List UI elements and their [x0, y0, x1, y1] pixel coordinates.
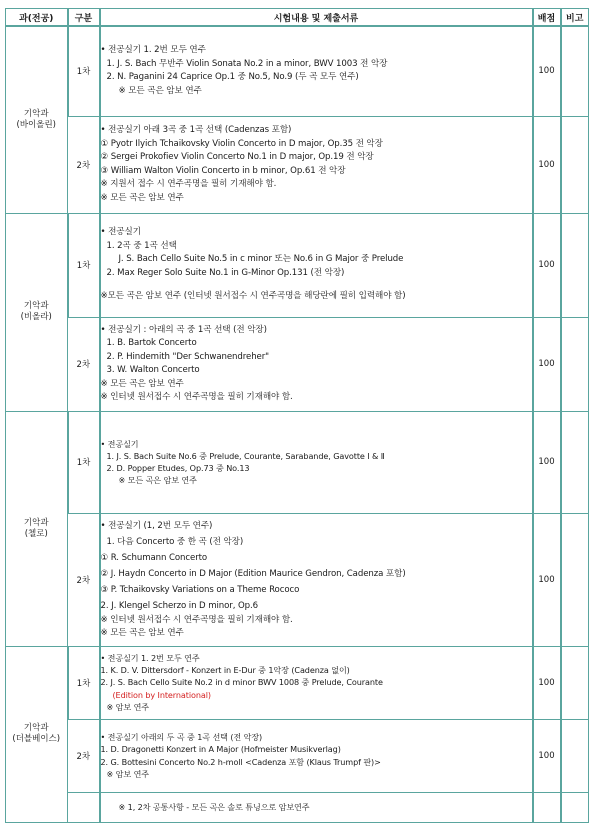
- content-line: • 전공실기 : 아래의 곡 중 1곡 선택 (전 악장): [100, 324, 267, 335]
- content-line: • 전공실기 1. 2번 모두 연주: [100, 45, 206, 56]
- major-label: 기악과 (첼로): [23, 517, 49, 539]
- content-line: 1. D. Dragonetti Konzert in A Major (Hofmeister Musikverlag): [100, 744, 341, 755]
- content-line: • 전공실기 (1, 2번 모두 연주): [100, 520, 213, 531]
- content-line: ※ 1, 2차 공통사항 - 모든 곡은 솔로 튜닝으로 암보연주: [118, 801, 310, 812]
- content-line: ③ William Walton Violin Concerto in b minor, Op.61 전 악장: [100, 165, 346, 176]
- header-round: 구분: [68, 9, 100, 27]
- major-cell-viola: [6, 213, 68, 411]
- content-line: ① R. Schumann Concerto: [100, 552, 208, 563]
- score-cell: 100: [533, 26, 561, 116]
- content-line: 2. N. Paganini 24 Caprice Op.1 중 No.5, No.9 (두 곡 모두 연주): [106, 72, 359, 83]
- content-line: 1. 다음 Concerto 중 한 곡 (전 악장): [106, 536, 244, 547]
- table-row-cello-1: [6, 411, 589, 513]
- content-cell: [100, 116, 533, 213]
- header-major: 과(전공): [6, 9, 68, 27]
- round-cell: 2차: [68, 719, 100, 792]
- content-line: ※ 암보 연주: [106, 768, 150, 779]
- content-line: J. S. Bach Cello Suite No.5 in c minor 또는 No.6 in G Major 중 Prelude: [118, 254, 404, 265]
- major-label: 기악과 (바이올린): [16, 108, 56, 130]
- content-line: 3. W. Walton Concerto: [106, 365, 200, 375]
- content-line: (Edition by International): [112, 689, 211, 700]
- content-cell: [100, 317, 533, 411]
- score-cell: 100: [533, 646, 561, 719]
- note-cell: [561, 792, 589, 822]
- table-row-cello-2: [6, 513, 589, 646]
- table-row-bass-common: [6, 792, 589, 822]
- content-line: 2. D. Popper Etudes, Op.73 중 No.13: [106, 463, 250, 473]
- header-note: 비고: [561, 9, 589, 27]
- round-cell: 1차: [68, 411, 100, 513]
- content-line: ② J. Haydn Concerto in D Major (Edition Maurice Gendron, Cadenza 포함): [100, 568, 406, 579]
- content-line: ※ 인터넷 원서접수 시 연주곡명을 필히 기재해야 함.: [100, 614, 293, 625]
- table-row-violin-1: [6, 26, 589, 116]
- note-cell: [561, 513, 589, 646]
- content-line: 1. B. Bartok Concerto: [106, 338, 197, 348]
- content-cell: [100, 213, 533, 317]
- content-cell: [100, 719, 533, 792]
- table-row-violin-2: [6, 116, 589, 213]
- round-cell: [68, 792, 100, 822]
- content-line: ② Sergei Prokofiev Violin Concerto No.1 in D major, Op.19 전 악장: [100, 152, 374, 162]
- content-cell: [100, 646, 533, 719]
- table-row-viola-1: [6, 213, 589, 317]
- content-line: ※ 지원서 접수 시 연주곡명을 필히 기재해야 함.: [100, 179, 277, 189]
- header-row: [6, 9, 589, 27]
- content-line: • 전공실기: [100, 227, 141, 238]
- major-cell-bass: [6, 646, 68, 822]
- content-line: ※모든 곡은 암보 연주 (인터넷 원서접수 시 연주곡명을 해당란에 필히 입력해야 함): [100, 291, 406, 302]
- content-line: ※ 모든 곡은 암보 연주: [100, 378, 184, 389]
- note-cell: [561, 317, 589, 411]
- header-content: 시험내용 및 제출서류: [100, 9, 533, 27]
- exam-requirements-table: [5, 8, 589, 823]
- content-line: ※ 모든 곡은 암보 연주: [118, 475, 197, 486]
- content-cell: [100, 26, 533, 116]
- content-line: 1. J. S. Bach 무반주 Violin Sonata No.2 in a minor, BWV 1003 전 악장: [106, 58, 388, 69]
- round-cell: 2차: [68, 317, 100, 411]
- content-line: 1. 2곡 중 1곡 선택: [106, 240, 177, 251]
- round-cell: 1차: [68, 26, 100, 116]
- content-line: 2. J. S. Bach Cello Suite No.2 in d minor BWV 1008 중 Prelude, Courante: [100, 677, 383, 688]
- score-cell: 100: [533, 213, 561, 317]
- content-line: ※ 암보 연주: [106, 701, 150, 712]
- table-row-bass-2: [6, 719, 589, 792]
- table-row-viola-2: [6, 317, 589, 411]
- table-row-bass-1: [6, 646, 589, 719]
- score-cell: 100: [533, 411, 561, 513]
- score-cell: 100: [533, 116, 561, 213]
- content-line: • 전공실기: [100, 438, 139, 449]
- content-cell: [100, 513, 533, 646]
- content-line: ③ P. Tchaikovsky Variations on a Theme Rococo: [100, 584, 300, 595]
- content-line: 2. J. Klengel Scherzo in D minor, Op.6: [100, 600, 258, 611]
- content-cell: [100, 411, 533, 513]
- content-line: ① Pyotr Ilyich Tchaikovsky Violin Concerto in D major, Op.35 전 악장: [100, 138, 383, 149]
- content-line: ※ 모든 곡은 암보 연주: [100, 628, 184, 638]
- note-cell: [561, 411, 589, 513]
- content-line: ※ 인터넷 원서접수 시 연주곡명을 필히 기재해야 함.: [100, 392, 293, 402]
- score-cell: 100: [533, 317, 561, 411]
- content-line: ※ 모든 곡은 암보 연주: [100, 192, 184, 203]
- content-line: • 전공실기 1. 2번 모두 연주: [100, 652, 200, 663]
- score-cell: 100: [533, 719, 561, 792]
- header-score: 배점: [533, 9, 561, 27]
- note-cell: [561, 719, 589, 792]
- content-line: ※ 모든 곡은 암보 연주: [118, 85, 202, 96]
- round-cell: 1차: [68, 213, 100, 317]
- major-cell-violin: [6, 26, 68, 213]
- round-cell: 2차: [68, 116, 100, 213]
- note-cell: [561, 213, 589, 317]
- score-cell: [533, 792, 561, 822]
- round-cell: 1차: [68, 646, 100, 719]
- note-cell: [561, 116, 589, 213]
- content-line: 2. G. Bottesini Concerto No.2 h-moll <Cadenza 포함 (Klaus Trumpf 판)>: [100, 756, 381, 767]
- content-line: 1. J. S. Bach Suite No.6 중 Prelude, Courante, Sarabande, Gavotte Ⅰ & Ⅱ: [106, 450, 385, 461]
- content-line: 2. Max Reger Solo Suite No.1 in G-Minor Op.131 (전 악장): [106, 267, 345, 278]
- note-cell: [561, 646, 589, 719]
- major-label: 기악과 (더블베이스): [12, 723, 61, 744]
- score-cell: 100: [533, 513, 561, 646]
- major-label: 기악과 (비올라): [20, 301, 52, 322]
- content-line: 1. K. D. V. Dittersdorf - Konzert in E-Dur 중 1악장 (Cadenza 없이): [100, 665, 350, 676]
- note-cell: [561, 26, 589, 116]
- content-line: • 전공실기 아래의 두 곡 중 1곡 선택 (전 악장): [100, 732, 263, 743]
- content-line: [101, 280, 532, 290]
- content-cell: [100, 792, 533, 822]
- major-cell-cello: [6, 411, 68, 646]
- content-line: 2. P. Hindemith "Der Schwanendreher": [106, 351, 270, 362]
- round-cell: 2차: [68, 513, 100, 646]
- content-line: • 전공실기 아래 3곡 중 1곡 선택 (Cadenzas 포함): [100, 125, 292, 135]
